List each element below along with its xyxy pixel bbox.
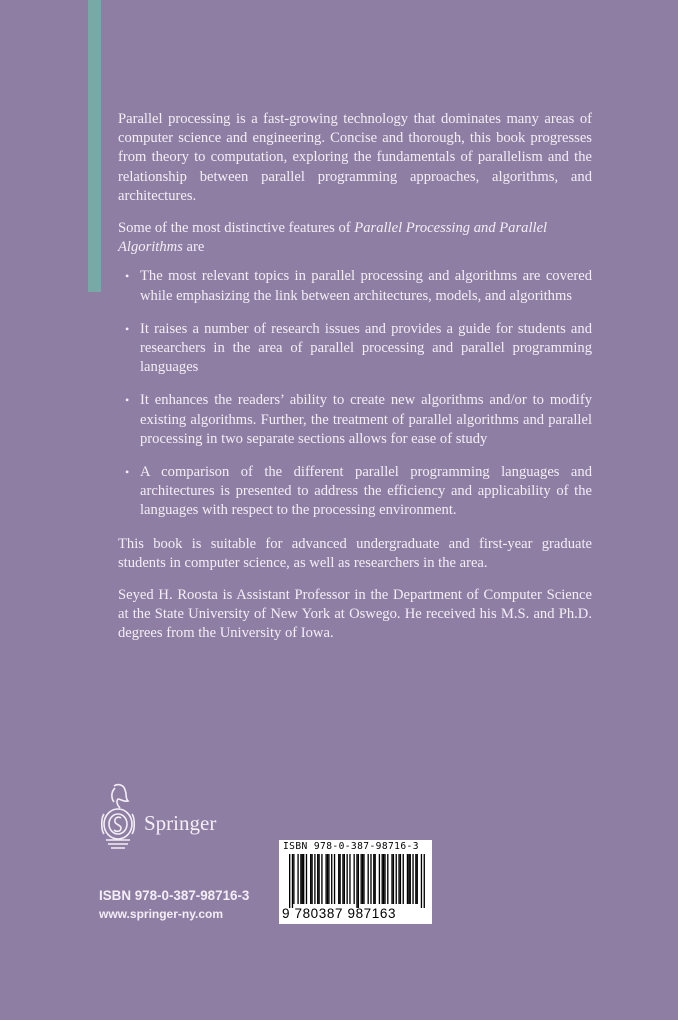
barcode-bar (417, 854, 418, 904)
barcode-bar (393, 854, 394, 904)
barcode-bar (306, 854, 307, 904)
publisher-name: Springer (144, 811, 217, 835)
barcode-bar (300, 854, 301, 904)
features-list (118, 267, 592, 520)
barcode-bar (375, 854, 376, 904)
barcode-bar (407, 854, 408, 904)
barcode-bar (368, 854, 369, 904)
springer-logo (98, 782, 228, 852)
barcode-bar (328, 854, 329, 904)
bullet-icon: • (125, 321, 130, 336)
barcode-bar (410, 854, 411, 904)
barcode-bar (310, 854, 311, 904)
barcode-bar (353, 854, 354, 904)
barcode-bar (346, 854, 347, 904)
intro-paragraph: Parallel processing is a fast-growing technology that dominates many areas of computer science and engineering. Concise and thorough, this book progresses from theory to computation, exploring the fundamentals of parallelism and the relationship between parallel programming approaches, algorithms, and architectures. (118, 111, 592, 204)
barcode-bar (342, 854, 343, 904)
list-item: • It enhances the readers’ ability to create new algorithms and/or to modify existing algorithms. Further, the treatment of parallel algorithms and parallel processing in two separate sections allows for ease of study (125, 392, 592, 447)
barcode-bar (297, 854, 298, 904)
barcode-bar (293, 854, 294, 904)
barcode (279, 840, 432, 924)
barcode-bar (311, 854, 312, 904)
barcode-bar (424, 854, 425, 908)
publisher-url[interactable]: www.springer-ny.com (99, 907, 224, 921)
isbn: ISBN 978-0-387-98716-3 (99, 888, 250, 903)
list-item: • The most relevant topics in parallel processing and algorithms are covered while emphasizing the link between architectures, models, and algorithms (125, 268, 592, 304)
barcode-bar (338, 854, 339, 904)
barcode-bar (384, 854, 385, 904)
barcode-bar (398, 854, 399, 904)
audience-paragraph: This book is suitable for advanced undergraduate and first-year graduate students in computer science, as well as researchers in the area. (118, 535, 592, 571)
barcode-bar (339, 854, 340, 904)
list-item: • A comparison of the different parallel programming languages and architectures is presented to address the efficiency and applicability of the languages with respect to the processing environment. (125, 464, 592, 519)
barcode-bar (362, 854, 363, 904)
barcode-bar (349, 854, 350, 904)
barcode-bar (403, 854, 404, 904)
barcode-bar (334, 854, 335, 904)
barcode-bar (356, 854, 357, 908)
barcode-bar (408, 854, 409, 904)
knight-icon (98, 782, 138, 850)
bullet-icon: • (125, 465, 130, 480)
barcode-bar (415, 854, 416, 904)
features-lead-suffix: are (182, 239, 205, 256)
barcode-bar (318, 854, 319, 904)
features-lead (118, 219, 592, 257)
accent-bar (88, 0, 101, 292)
barcode-bar (391, 854, 392, 904)
bullet-icon: • (125, 269, 130, 284)
barcode-bar (383, 854, 384, 904)
barcode-bar (325, 854, 326, 904)
barcode-bar (373, 854, 374, 904)
barcode-bar (370, 854, 371, 904)
barcode-bar (292, 854, 293, 908)
barcode-bar (327, 854, 328, 904)
author-bio: Seyed H. Roosta is Assistant Professor in the Department of Computer Science at the State University of New York at Oswego. He received his M.S. and Ph.D. degrees from the University of Iowa. (118, 587, 592, 642)
barcode-isbn-label: ISBN 978-0-387-98716-3 (283, 841, 419, 852)
features-lead-prefix: Some of the most distinctive features of (118, 220, 355, 237)
bullet-icon: • (125, 393, 130, 408)
barcode-bar (421, 854, 422, 908)
barcode-bar (400, 854, 401, 904)
barcode-bar (289, 854, 290, 908)
barcode-bar (379, 854, 380, 904)
barcode-bar (382, 854, 383, 904)
barcode-bar (331, 854, 332, 904)
barcode-bar (412, 854, 413, 904)
back-cover-blurb (118, 110, 592, 657)
barcode-bar (317, 854, 318, 904)
barcode-number: 9 780387 987163 (282, 906, 397, 921)
barcode-bars (289, 854, 425, 908)
barcode-bar (396, 854, 397, 904)
barcode-bar (344, 854, 345, 904)
barcode-bar (303, 854, 304, 904)
barcode-bar (387, 854, 388, 904)
barcode-bar (321, 854, 322, 904)
book-title: Parallel Processing and Parallel Algorithms (118, 220, 548, 256)
list-item: • It raises a number of research issues and provides a guide for students and researchers in the area of parallel processing and parallel programming languages (125, 320, 592, 376)
barcode-bar (361, 854, 362, 904)
barcode-bar (302, 854, 303, 904)
barcode-bar (358, 854, 359, 908)
barcode-bar (363, 854, 364, 904)
barcode-bar (314, 854, 315, 904)
